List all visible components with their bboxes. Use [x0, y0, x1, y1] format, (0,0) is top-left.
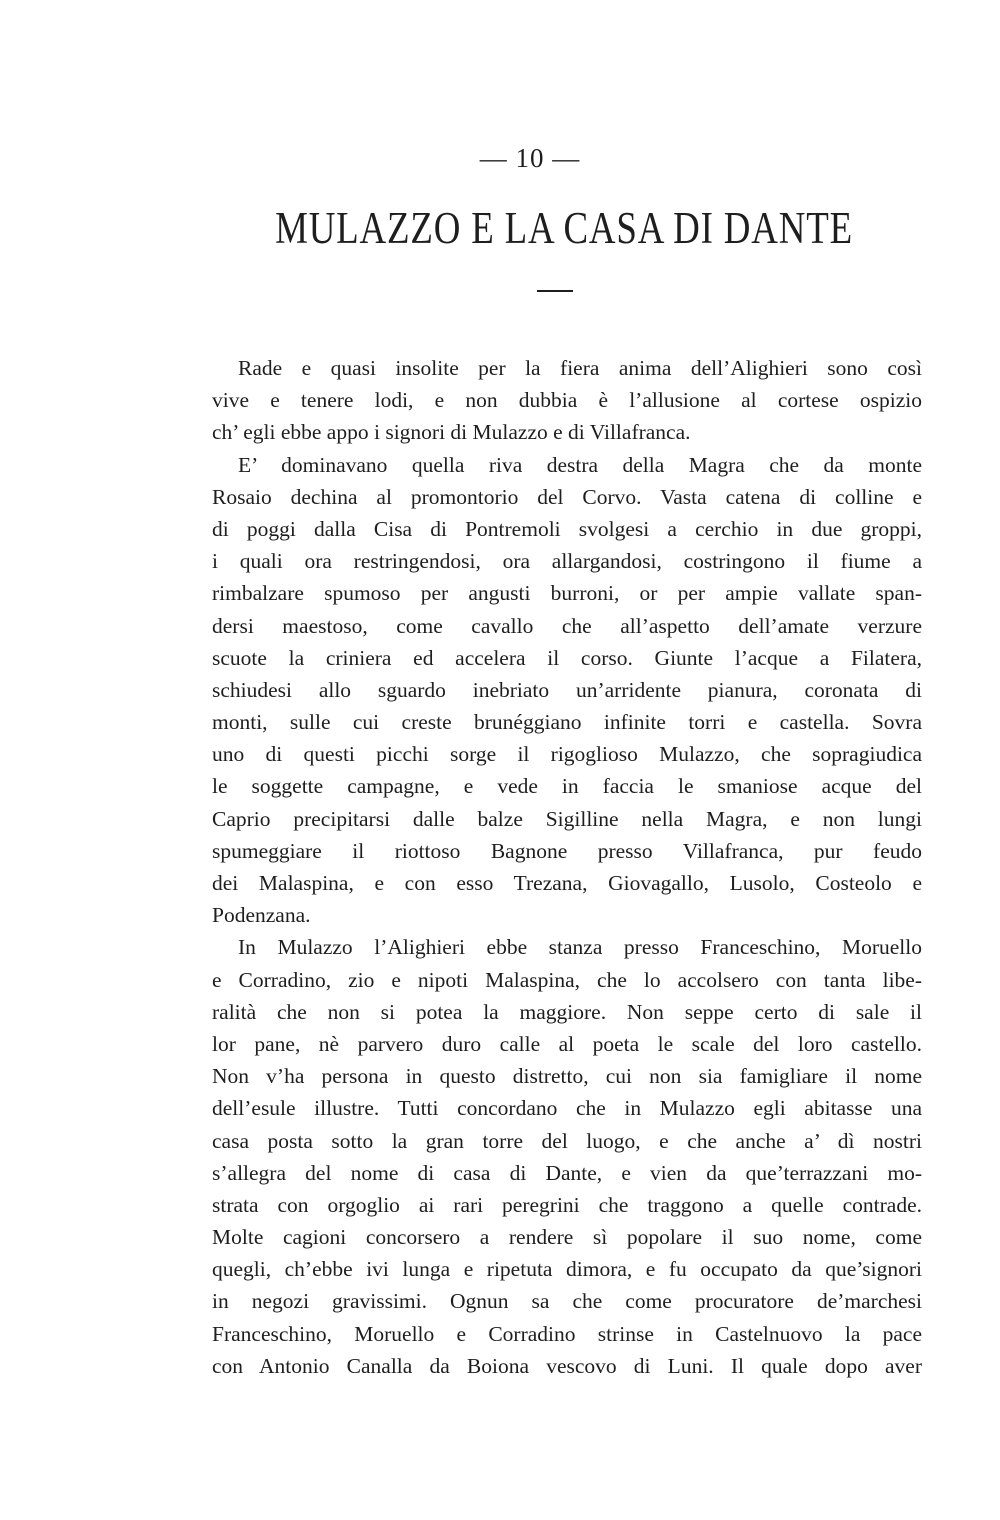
title-rule — [537, 290, 573, 292]
text-line: e Corradino, zio e nipoti Malaspina, che lo accolsero con tanta libe- — [212, 967, 922, 992]
text-line: In Mulazzo l’Alighieri ebbe stanza presso Franceschino, Moruello — [238, 935, 922, 960]
text-line: ch’ egli ebbe appo i signori di Mulazzo e di Villafranca. — [212, 420, 691, 445]
text-line: spumeggiare il riottoso Bagnone presso Villafranca, pur feudo — [212, 838, 922, 863]
text-line: dell’esule illustre. Tutti concordano che in Mulazzo egli abitasse una — [212, 1096, 922, 1121]
text-line: in negozi gravissimi. Ognun sa che come procuratore de’marchesi — [212, 1289, 922, 1314]
text-line: uno di questi picchi sorge il rigoglioso Mulazzo, che sopragiudica — [212, 742, 922, 767]
text-line: le soggette campagne, e vede in faccia le smaniose acque del — [212, 774, 922, 799]
text-line: quegli, ch’ebbe ivi lunga e ripetuta dimora, e fu occupato da que’signori — [212, 1257, 922, 1282]
chapter-title: MULAZZO E LA CASA DI DANTE — [275, 203, 853, 253]
text-line: con Antonio Canalla da Boiona vescovo di Luni. Il quale dopo aver — [212, 1353, 922, 1378]
text-line: Rade e quasi insolite per la fiera anima dell’Alighieri sono così — [238, 356, 922, 380]
text-line: lor pane, nè parvero duro calle al poeta le scale del loro castello. — [212, 1031, 922, 1056]
text-line: s’allegra del nome di casa di Dante, e vien da que’terrazzani mo- — [212, 1160, 922, 1185]
body-text — [212, 352, 922, 1382]
text-line: ralità che non si potea la maggiore. Non seppe certo di sale il — [212, 999, 922, 1024]
text-line: scuote la criniera ed accelera il corso. Giunte l’acque a Filatera, — [212, 645, 922, 670]
text-line: di poggi dalla Cisa di Pontremoli svolgesi a cerchio in due groppi, — [212, 516, 922, 541]
text-line: Molte cagioni concorsero a rendere sì popolare il suo nome, come — [212, 1225, 922, 1250]
text-line: i quali ora restringendosi, ora allargandosi, costringono il fiume a — [212, 549, 922, 574]
text-line: vive e tenere lodi, e non dubbia è l’allusione al cortese ospizio — [212, 388, 922, 413]
text-line: monti, sulle cui creste brunéggiano infinite torri e castella. Sovra — [212, 710, 922, 735]
text-line: dersi maestoso, come cavallo che all’aspetto dell’amate verzure — [212, 613, 922, 638]
text-line: strata con orgoglio ai rari peregrini che traggono a quelle contrade. — [212, 1192, 922, 1217]
text-line: Caprio precipitarsi dalle balze Sigilline nella Magra, e non lungi — [212, 806, 922, 831]
text-line: rimbalzare spumoso per angusti burroni, or per ampie vallate span- — [212, 581, 922, 606]
text-line: Podenzana. — [212, 903, 311, 928]
text-line: dei Malaspina, e con esso Trezana, Giovagallo, Lusolo, Costeolo e — [212, 871, 922, 895]
text-line: Non v’ha persona in questo distretto, cui non sia famigliare il nome — [212, 1064, 922, 1089]
text-line: E’ dominavano quella riva destra della Magra che da monte — [238, 452, 922, 477]
text-line: casa posta sotto la gran torre del luogo, e che anche a’ dì nostri — [212, 1128, 922, 1153]
text-line: Rosaio dechina al promontorio del Corvo. Vasta catena di colline e — [212, 484, 922, 509]
text-line: Franceschino, Moruello e Corradino strinse in Castelnuovo la pace — [212, 1321, 922, 1346]
text-line: schiudesi allo sguardo inebriato un’arridente pianura, coronata di — [212, 677, 922, 702]
page-number: — 10 — — [479, 143, 581, 173]
